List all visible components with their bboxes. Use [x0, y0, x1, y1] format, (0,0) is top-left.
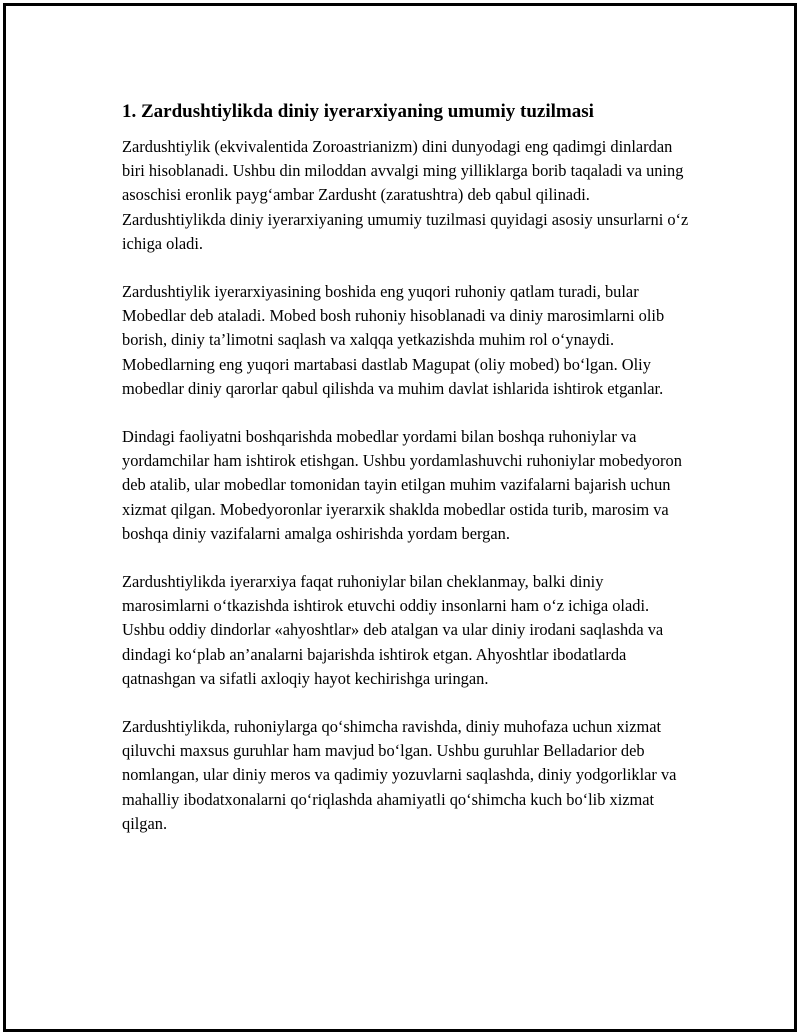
paragraph-mobedlar: Zardushtiylik iyerarxiyasining boshida eng yuqori ruhoniy qatlam turadi, bular Mobedlar deb ataladi. Mobed bosh ruhoniy hisoblanadi va diniy marosimlarni olib borish, diniy ta’limotni saqlash va xalqqa yetkazishda muhim rol o‘ynaydi. Mobedlarning eng yuqori martabasi dastlab Magupat (oliy mobed) bo‘lgan. Oliy mobedlar diniy qarorlar qabul qilishda va muhim davlat ishlarida ishtirok etganlar.: [122, 282, 665, 398]
paragraph-mobedyoron: Dindagi faoliyatni boshqarishda mobedlar yordami bilan boshqa ruhoniylar va yordamchilar ham ishtirok etishgan. Ushbu yordamlashuvchi ruhoniylar mobedyoron deb atalib, ular mobedlar tomonidan tayin etilgan muhim vazifalarni bajarish uchun xizmat qilgan. Mobedyoronlar iyerarxik shaklda mobedlar ostida turib, marosim va boshqa diniy vazifalarni amalga oshirishda yordam bergan.: [122, 427, 682, 543]
page-frame: [3, 3, 797, 1032]
paragraph-introduction: Zardushtiylik (ekvivalentida Zoroastrianizm) dini dunyodagi eng qadimgi dinlardan biri hisoblanadi. Ushbu din miloddan avvalgi ming yilliklarga borib taqaladi va uning asoschisi eronlik payg‘ambar Zardusht (zaratushtra) deb qabul qilinadi. Zardushtiylikda diniy iyerarxiyaning umumiy tuzilmasi quyidagi asosiy unsurlarni o‘z ichiga oladi.: [122, 137, 689, 253]
document-title: 1. Zardushtiylikda diniy iyerarxiyaning umumiy tuzilmasi: [122, 101, 594, 122]
paragraph-ahyoshtlar: Zardushtiylikda iyerarxiya faqat ruhoniylar bilan cheklanmay, balki diniy marosimlarni o‘tkazishda ishtirok etuvchi oddiy insonlarni ham o‘z ichiga oladi. Ushbu oddiy dindorlar «ahyoshtlar» deb atalgan va ular diniy irodani saqlashda va dindagi ko‘plab an’analarni bajarishda ishtirok etgan. Ahyoshtlar ibodatlarda qatnashgan va sifatli axloqiy hayot kechirishga uringan.: [122, 572, 664, 688]
document-body: [122, 99, 694, 860]
paragraph-belladarior: Zardushtiylikda, ruhoniylarga qo‘shimcha ravishda, diniy muhofaza uchun xizmat qiluvchi maxsus guruhlar ham mavjud bo‘lgan. Ushbu guruhlar Belladarior deb nomlangan, ular diniy meros va qadimiy yozuvlarni saqlashda, diniy yodgorliklar va mahalliy ibodatxonalarni qo‘riqlashda ahamiyatli qo‘shimcha kuch bo‘lib xizmat qilgan.: [122, 717, 677, 833]
